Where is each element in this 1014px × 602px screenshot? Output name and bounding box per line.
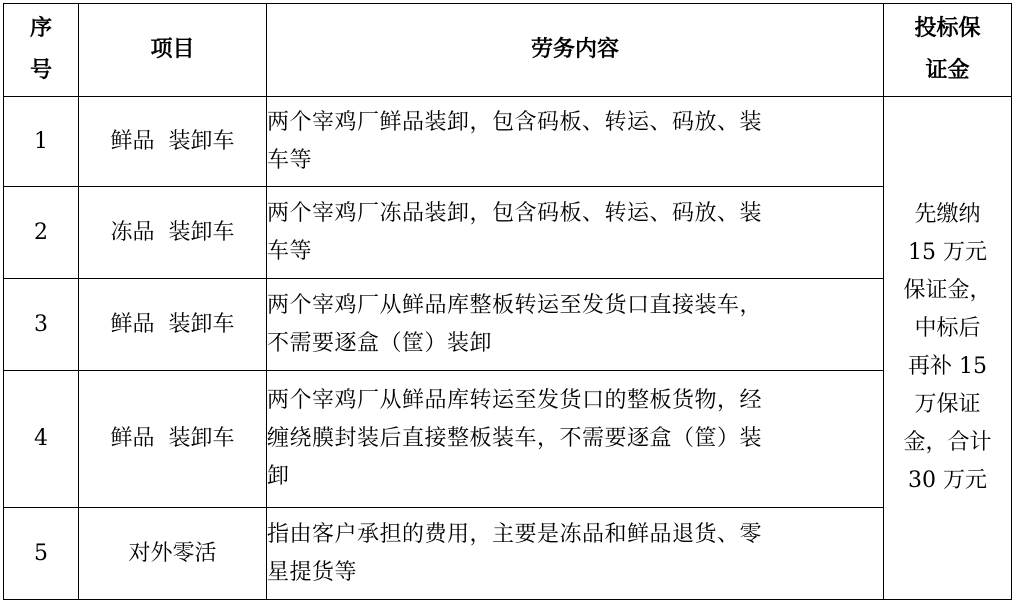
- table-row: [4, 97, 1012, 187]
- row-content-line: 两个宰鸡厂冻品装卸，包含码板、转运、码放、装: [267, 200, 763, 226]
- header-seq: [4, 4, 79, 97]
- row-content-line: 卸: [267, 464, 290, 489]
- deposit-line: 30 万元: [908, 468, 987, 493]
- header-deposit-line2: 证金: [925, 58, 970, 83]
- deposit-line: 金，合计: [903, 430, 992, 455]
- table-row: [4, 187, 1012, 279]
- deposit-line: 万保证: [914, 392, 981, 417]
- row-content-line: 指由客户承担的费用，主要是冻品和鲜品退货、零: [267, 521, 763, 547]
- row-content-line: 车等: [267, 147, 313, 173]
- row-content-line: 两个宰鸡厂鲜品装卸，包含码板、转运、码放、装: [267, 109, 763, 135]
- row-content: [267, 371, 884, 508]
- row-item: 鲜品 装卸车: [79, 371, 267, 508]
- row-content-line: 车等: [267, 238, 313, 264]
- header-deposit: [884, 4, 1012, 97]
- header-deposit-line1: 投标保: [914, 16, 981, 41]
- row-item: 对外零活: [79, 508, 267, 600]
- row-item: 鲜品 装卸车: [79, 279, 267, 371]
- row-number: 1: [4, 97, 79, 187]
- row-content-line: 缠绕膜封装后直接整板装车，不需要逐盒（筐）装: [267, 426, 763, 451]
- row-content: [267, 97, 884, 187]
- header-seq-line1: 序: [29, 16, 52, 41]
- row-item: 鲜品 装卸车: [79, 97, 267, 187]
- table-row: [4, 508, 1012, 600]
- deposit-line: 15 万元: [908, 240, 987, 265]
- table-row: [4, 371, 1012, 508]
- row-content-line: 星提货等: [267, 559, 358, 585]
- deposit-line: 先缴纳: [914, 202, 981, 227]
- deposit-line: 保证金，: [903, 278, 992, 303]
- header-row: [4, 4, 1012, 97]
- table-row: [4, 279, 1012, 371]
- row-content: [267, 279, 884, 371]
- header-seq-line2: 号: [29, 58, 52, 83]
- deposit-line: 中标后: [914, 316, 981, 341]
- header-item: 项目: [79, 4, 267, 97]
- row-content: [267, 187, 884, 279]
- row-item: 冻品 装卸车: [79, 187, 267, 279]
- row-content-line: 两个宰鸡厂从鲜品库转运至发货口的整板货物，经: [267, 388, 763, 413]
- row-number: 5: [4, 508, 79, 600]
- row-number: 4: [4, 371, 79, 508]
- bid-deposit-table: [3, 3, 1012, 600]
- header-content: 劳务内容: [267, 4, 884, 97]
- deposit-line: 再补 15: [908, 354, 987, 379]
- row-number: 2: [4, 187, 79, 279]
- row-content-line: 两个宰鸡厂从鲜品库整板转运至发货口直接装车，: [267, 292, 763, 318]
- deposit-cell: [884, 97, 1012, 600]
- row-content: [267, 508, 884, 600]
- row-content-line: 不需要逐盒（筐）装卸: [267, 330, 493, 356]
- row-number: 3: [4, 279, 79, 371]
